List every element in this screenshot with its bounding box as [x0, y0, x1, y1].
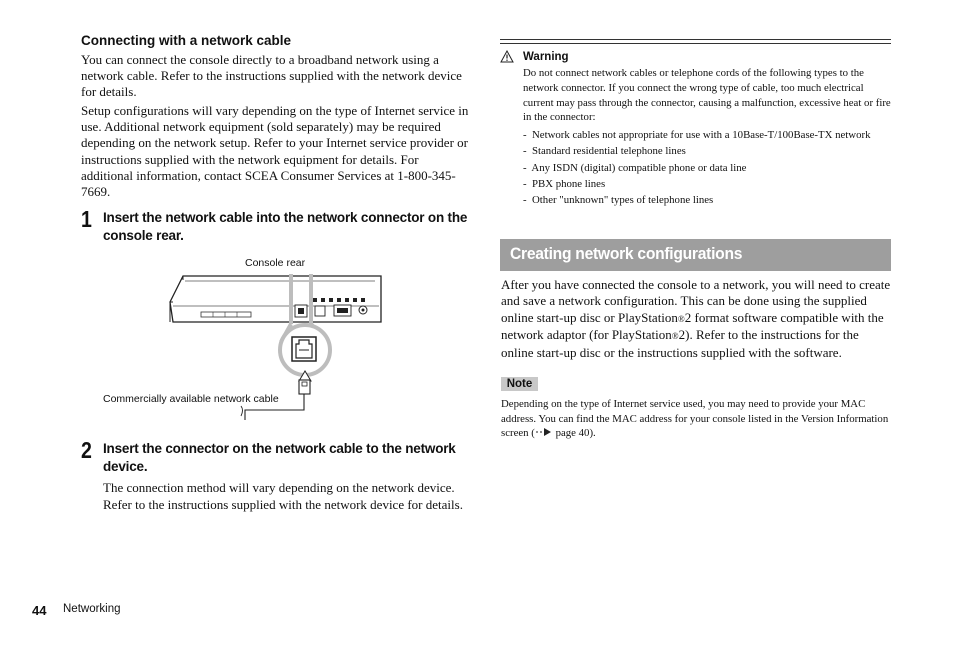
warning-list [523, 127, 898, 208]
list-item: - Standard residential telephone lines [523, 145, 686, 158]
banner-title: Creating network configurations [510, 244, 743, 263]
note-badge: Note [501, 377, 538, 391]
top-rule-secondary [500, 43, 891, 44]
warning-title: Warning [523, 51, 569, 63]
section-heading: Connecting with a network cable [81, 33, 292, 48]
step-1-number: 1 [81, 206, 92, 232]
step-1-title: Insert the network cable into the network connector on the console rear. [103, 210, 468, 243]
figure-label-console-rear: Console rear [245, 257, 306, 269]
warning-body: Do not connect network cables or telephone cords of the following types to the network connector. If you connect the wrong type of cable, too much electrical current may pass through the connector, causing a malfunction, excessive heat or fire in the connector: [523, 67, 891, 124]
page-number: 44 [32, 603, 47, 618]
page-reference-arrow-icon [535, 427, 553, 437]
setup-paragraph: Setup configurations will vary depending on the type of Internet service in use. Additional network equipment (sold separately) may be required depending on the network setup. Refer to your Internet service provider or instructions supplied with the network equipment for details. For additional information, contact SCEA Consumer Services at 1-800-345-7669. [81, 103, 469, 200]
top-rule [500, 39, 891, 40]
list-item: - PBX phone lines [523, 177, 606, 190]
step-2-number: 2 [81, 437, 92, 463]
step-2-body: The connection method will vary depending on the network device. Refer to the instructions supplied with the network device for details. [103, 480, 463, 512]
configuration-paragraph: After you have connected the console to a network, you will need to create and save a network configuration. This can be done using the supplied online start-up disc or PlayStation®2 format software compatible with the network adaptor (for PlayStation®2). Refer to the instructions for the online start-up disc or the instructions supplied with the software. [501, 277, 891, 360]
warning-triangle-icon [500, 50, 514, 63]
footer-section-label: Networking [63, 603, 121, 615]
list-item: - Any ISDN (digital) compatible phone or data line [523, 161, 747, 174]
list-item: - Other "unknown" types of telephone lines [523, 194, 714, 207]
intro-paragraph: You can connect the console directly to a broadband network using a network cable. Refer to the instructions supplied with the network device for details. [81, 52, 462, 100]
section-banner [500, 239, 891, 271]
list-item: - Network cables not appropriate for use with a 10Base-T/100Base-TX network [523, 129, 871, 141]
figure-label-network-cable: Commercially available network cable [103, 393, 279, 405]
step-2-title: Insert the connector on the network cable to the network device. [103, 441, 456, 474]
note-body: Depending on the type of Internet service used, you may need to provide your MAC address. You can find the MAC address for your console listed in the Version Information screen ( page 40). [501, 398, 889, 440]
